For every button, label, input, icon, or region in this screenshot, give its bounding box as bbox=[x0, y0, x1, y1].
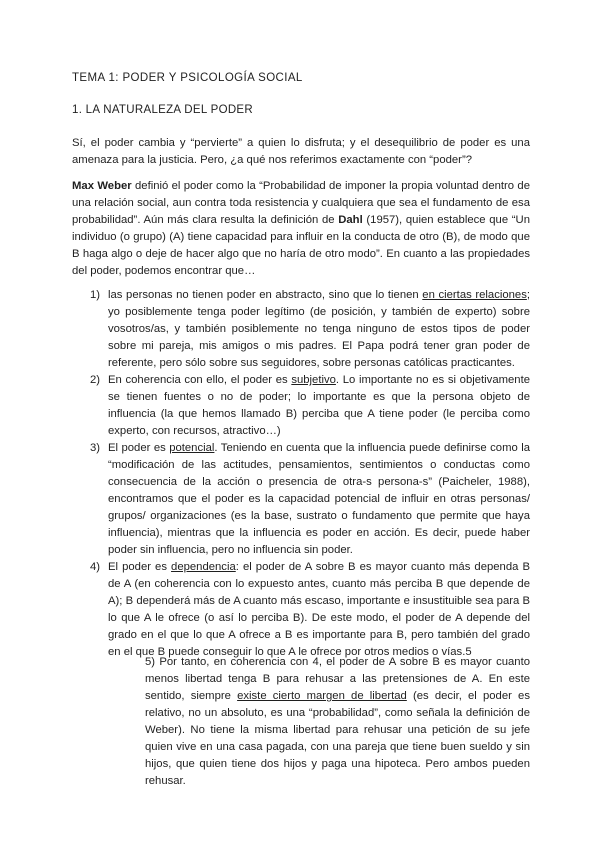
list-item-number: 3) bbox=[90, 442, 101, 454]
weber-name: Max Weber bbox=[72, 180, 132, 192]
list-item-underlined: en ciertas relaciones bbox=[422, 289, 527, 301]
list-item bbox=[72, 287, 530, 372]
list-item-underlined: dependencia bbox=[171, 561, 236, 573]
weber-paragraph bbox=[72, 178, 530, 280]
list-item bbox=[72, 440, 530, 559]
document-title: TEMA 1: PODER Y PSICOLOGÍA SOCIAL bbox=[72, 72, 303, 84]
intro-paragraph: Sí, el poder cambia y “pervierte” a quien lo disfruta; y el desequilibrio de poder es una amenaza para la justicia. Pero, ¿a qué nos referimos exactamente con “poder”? bbox=[72, 137, 530, 166]
properties-list bbox=[72, 287, 530, 661]
list-item-text-pre: El poder es bbox=[108, 561, 172, 573]
weber-text-b: (1957), quien establece que “Un individuo (o grupo) (A) tiene capacidad para influir en la conducta de otro (B), de modo que B haga algo o deje de hacer algo que no haría de otro modo”. En cuanto a las propiedades del poder, podemos encontrar que… bbox=[72, 214, 530, 277]
dahl-name: Dahl bbox=[338, 214, 363, 226]
sub-item-underlined: existe cierto margen de libertad bbox=[237, 690, 407, 702]
list-item-underlined: subjetivo bbox=[291, 374, 336, 386]
list-item-text-pre: las personas no tienen poder en abstracto, sino que lo tienen bbox=[108, 289, 423, 301]
list-item-number: 4) bbox=[90, 561, 101, 573]
sub-item-text-post: (es decir, el poder es relativo, no un absoluto, es una “probabilidad”, como señala la definición de Weber). No tiene la misma libertad para rehusar una petición de su jefe quien vive en una casa pagada, con una pareja que tiene buen sueldo y sin hijos, que quien tiene dos hijos y paga una hipoteca. Pero ambos pueden rehusar. bbox=[145, 690, 530, 787]
list-item-text-post: : el poder de A sobre B es mayor cuanto más dependa B de A (en coherencia con lo expuesto antes, cuanto más perciba B que depende de A); B dependerá más de A cuanto más escaso, importante e insustituible sea para B lo que A le ofrece (o así lo perciba B). De este modo, el poder de A depende del grado en el que lo que A ofrece a B es importante para B, pero también del grado en el que B puede conseguir lo que A le ofrece por otros medios o vías.5 bbox=[108, 561, 530, 658]
list-item-text-post: . Lo importante no es si objetivamente se tienen fuentes o no de poder; lo importante es que la persona objeto de influencia (la que hemos llamado B) perciba que A tiene poder (le perciba como experto, con recursos, atractivo…) bbox=[108, 374, 531, 437]
weber-text-a: definió el poder como la “Probabilidad de imponer la propia voluntad dentro de una relación social, aun contra toda resistencia y cualquiera que sea el fundamento de esa probabilidad”. Aún más clara resulta la definición de bbox=[72, 180, 530, 226]
list-item-number: 1) bbox=[90, 289, 101, 301]
list-item-number: 2) bbox=[90, 374, 101, 386]
list-item-underlined: potencial bbox=[169, 442, 215, 454]
list-item bbox=[72, 372, 530, 440]
list-item bbox=[72, 559, 530, 661]
list-item-text-post: ; yo posiblemente tenga poder legítimo (de posición, y también de experto) sobre vosotros/as, y también posiblemente no tenga ninguno de estos tipos de poder sobre mi pareja, mis amigos o mis padres. El Papa podrá tener gran poder de referente, pero sólo sobre sus seguidores, sobre personas católicas practicantes. bbox=[108, 289, 531, 369]
list-item-text-pre: En coherencia con ello, el poder es bbox=[108, 374, 292, 386]
sub-item-text-pre: 5) Por tanto, en coherencia con 4, el poder de A sobre B es mayor cuanto menos libertad tenga B para rehusar a las pretensiones de A. En este sentido, siempre bbox=[145, 656, 530, 702]
sub-item bbox=[145, 654, 530, 790]
section-heading: 1. LA NATURALEZA DEL PODER bbox=[72, 104, 253, 116]
list-item-text-post: . Teniendo en cuenta que la influencia puede definirse como la “modificación de las actitudes, pensamientos, sentimientos o conductas como consecuencia de la acción o presencia de otra-s persona-s” (Paicheler, 1988), encontramos que el poder es la capacidad potencial de influir en otras personas/ grupos/ organizaciones (es la base, sustrato o fundamento que permite que haya influencia), mientras que la influencia es poder en acción. Es decir, puede haber poder sin influencia, pero no influencia sin poder. bbox=[108, 442, 530, 556]
list-item-text-pre: El poder es bbox=[108, 442, 170, 454]
